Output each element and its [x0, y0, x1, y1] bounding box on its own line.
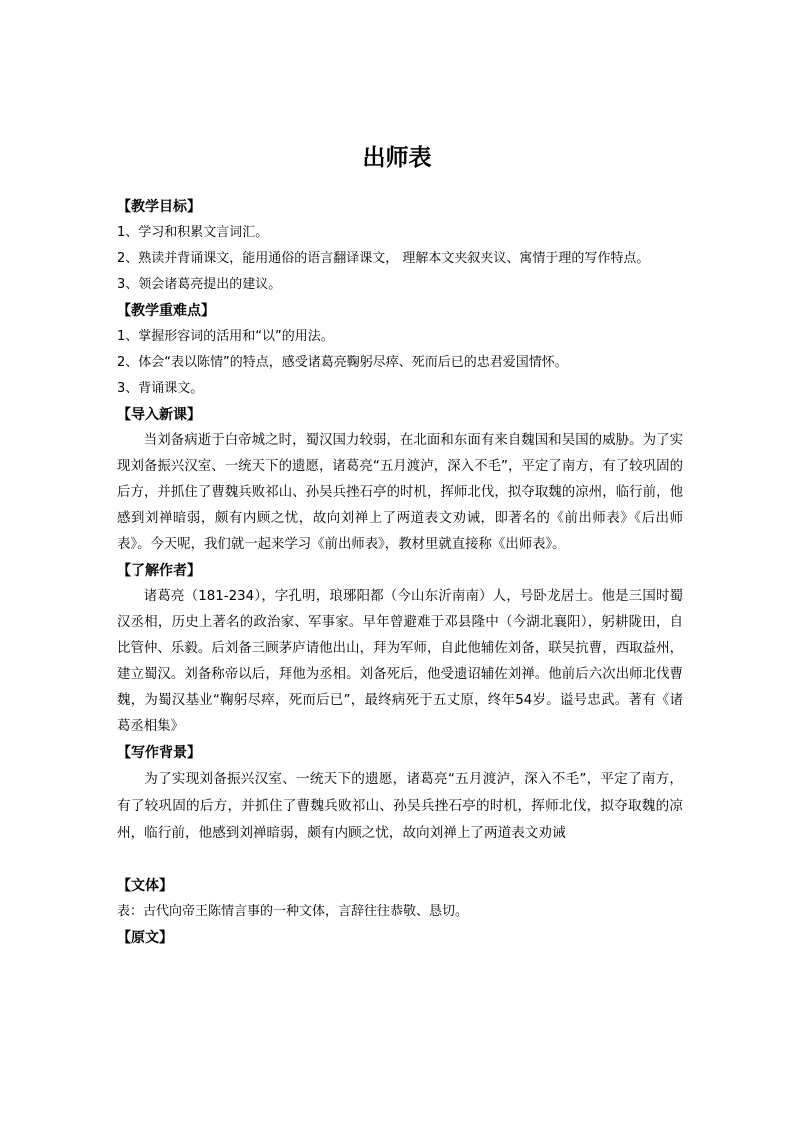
- section-heading-original: 【原文】: [117, 930, 173, 946]
- key-point-item: 2、体会“表以陈情”的特点，感受诸葛亮鞠躬尽瘁、死而后已的忠君爱国情怀。: [117, 355, 568, 370]
- intro-paragraph: 当刘备病逝于白帝城之时，蜀汉国力较弱，在北面和东面有来自魏国和吴国的威胁。为了实现刘备振兴汉室、一统天下的遗愿，诸葛亮“五月渡泸，深入不毛”，平定了南方，有了较巩固的后方，并抓住了曹魏兵败祁山、孙吴兵挫石亭的时机，挥师北伐，拟夺取魏的凉州，临行前，他感到刘禅暗弱，颇有内顾之忧，故向刘禅上了两道表文劝诫，即著名的《前出师表》《后出师表》。今天呢，我们就一起来学习《前出师表》，教材里就直接称《出师表》。: [117, 433, 683, 552]
- section-heading-key-points: 【教学重难点】: [117, 303, 215, 319]
- objective-item: 1、学习和积累文言词汇。: [117, 225, 269, 240]
- section-heading-author: 【了解作者】: [117, 563, 201, 579]
- key-point-item: 3、背诵课文。: [117, 381, 204, 396]
- key-point-item: 1、掌握形容词的活用和“以”的用法。: [117, 329, 334, 344]
- section-heading-objectives: 【教学目标】: [117, 199, 201, 215]
- objective-item: 3、领会诸葛亮提出的建议。: [117, 277, 282, 292]
- objective-item: 2、熟读并背诵课文，能用通俗的语言翻译课文， 理解本文夹叙夹议、寓情于理的写作特点。: [117, 251, 650, 266]
- section-heading-intro: 【导入新课】: [117, 407, 201, 423]
- genre-text: 表：古代向帝王陈情言事的一种文体，言辞往往恭敬、恳切。: [117, 904, 469, 919]
- page-title: 出师表: [362, 145, 432, 171]
- author-paragraph: 诸葛亮（181-234），字孔明，琅琊阳都（今山东沂南南）人，号卧龙居士。他是三国时蜀汉丞相，历史上著名的政治家、军事家。早年曾避难于邓县隆中（今湖北襄阳），躬耕陇田，自比管仲、乐毅。后刘备三顾茅庐请他出山，拜为军师，自此他辅佐刘备，联吴抗曹，西取益州，建立蜀汉。刘备称帝以后，拜他为丞相。刘备死后，他受遗诏辅佐刘禅。他前后六次出师北伐曹魏，为蜀汉基业“鞠躬尽瘁，死而后已”，最终病死于五丈原，终年54岁。谥号忠武。著有《诸葛丞相集》: [117, 589, 683, 734]
- blank-line: [117, 847, 683, 873]
- section-heading-background: 【写作背景】: [117, 745, 201, 761]
- document-body: [117, 194, 683, 951]
- background-paragraph: 为了实现刘备振兴汉室、一统天下的遗愿，诸葛亮“五月渡泸，深入不毛”，平定了南方，有了较巩固的后方，并抓住了曹魏兵败祁山、孙吴兵挫石亭的时机，挥师北伐，拟夺取魏的凉州，临行前，他感到刘禅暗弱，颇有内顾之忧，故向刘禅上了两道表文劝诫: [117, 771, 683, 841]
- section-heading-genre: 【文体】: [117, 878, 173, 894]
